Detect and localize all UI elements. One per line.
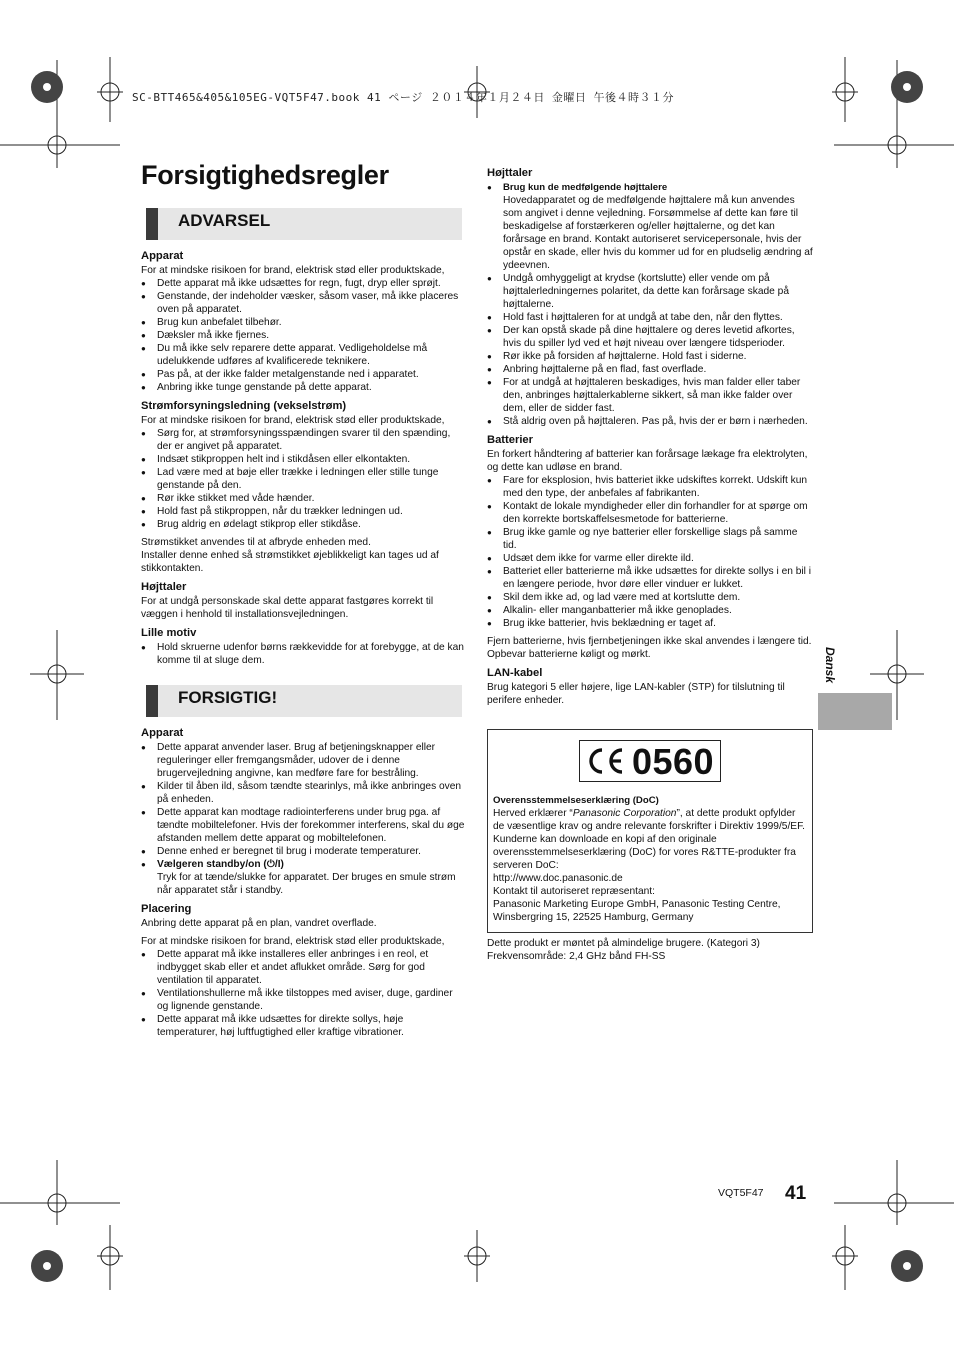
advarsel-heading: ADVARSEL [178,211,271,230]
language-tab [818,693,892,730]
list-item: ● Rør ikke på forsiden af højttalerne. Hold fast i siderne. [487,350,813,363]
list-item: ● Anbring højttalerne på en flad, fast overflade. [487,363,813,376]
doc-line: Kunderne kan downloade en kopi af den originale overensstemmelseserklæring (DoC) for vores R&TTE-produkter fra serveren DoC: [493,834,796,871]
section-title: Placering [141,903,192,915]
list-item: ● Stå aldrig oven på højttaleren. Pas på, hvis der er børn i nærheden. [487,415,813,428]
list-item: ● Rør ikke stikket med våde hænder. [141,492,466,505]
language-label: Dansk [823,646,838,684]
list-item: ● Kontakt de lokale myndigheder eller din forhandler for at spørge om den korrekte bortskaffelsesmetode for batterierne. [487,500,813,526]
list-item: ● Ventilationshullerne må ikke tilstoppes med aviser, duge, gardiner og lignende genstande. [141,987,466,1013]
section-title: LAN-kabel [487,667,543,679]
list-item: ● Dette apparat må ikke installeres eller anbringes i en reol, et indbygget skab eller et andet aflukket område. Sørg for god ventilation til apparatet. [141,948,466,987]
list-item: ● Alkalin- eller manganbatterier må ikke genoplades. [487,604,813,617]
list-item: ● Indsæt stikproppen helt ind i stikdåsen eller elkontakten. [141,453,466,466]
intro-text: En forkert håndtering af batterier kan forårsage lækage fra elektrolyten, og dette kan udløse en brand. [487,449,808,473]
ce-logo-icon [586,746,626,776]
list-item: ● Lad være med at bøje eller trække i ledningen eller stille tunge genstande på den. [141,466,466,492]
company-name: Panasonic Corporation [572,808,677,819]
frequency-text: Frekvensområde: 2,4 GHz bånd FH-SS [487,951,666,962]
list-item: ● Dette apparat kan modtage radiointerferens under brug pga. af tændte mobiltelefoner. Hvis der forekommer interferens, skal du øge afstanden mellem dette apparat og mobiltelefonen. [141,806,466,845]
note-text: Fjern batterierne, hvis fjernbetjeningen ikke skal anvendes i længere tid. Opbevar batterierne køligt og mørkt. [487,636,812,660]
section-title: Højttaler [487,167,533,179]
note-text: Installer denne enhed så strømstikket øjeblikkeligt kan tages ud af stikkontakten. [141,550,439,574]
item-text: Hovedapparatet og de medfølgende højttalere må kun anvendes som angivet i denne vejledning. Forsømmelse af dette kan føre til beskadigelse af forstærkeren og/eller højttalerne, og det kan forårsage en brand. Kontakt autoriseret servicepersonale, hvis der opstår en skade, eller hvis du kommer ud for en pludselig ændring af ydeevnen. [503,195,813,271]
banner-bar [146,685,158,717]
right-column [487,167,813,963]
section-title: Apparat [141,250,184,262]
list-item: ● Dæksler må ikke fjernes. [141,329,466,342]
list-item: ● Dette apparat må ikke udsættes for regn, fugt, dryp eller sprøjt. [141,277,466,290]
doc-declaration-box [487,729,813,933]
list-item: ● Brug ikke batterier, hvis beklædning er taget af. [487,617,813,630]
bullet-list [141,641,466,667]
left-column [141,205,466,1039]
list-item: ● Du må ikke selv reparere dette apparat. Vedligeholdelse må udelukkende udføres af kvalificerede teknikere. [141,342,466,368]
page-number: 41 [785,1183,807,1204]
list-item [141,858,466,897]
print-header: SC-BTT465&405&105EG-VQT5F47.book 41 ページ ２０１４年１月２４日 金曜日 午後４時３１分 [132,91,675,104]
doc-url: http://www.doc.panasonic.de [493,873,623,884]
bullet-list [141,277,466,394]
section-title: Apparat [141,727,184,739]
banner-bar [146,208,158,240]
doc-text: ”, at dette produkt opfylder de væsentlige krav og andre relevante forskrifter i Direktiv 1999/5/EF. [493,808,805,832]
standby-text: Tryk for at tænde/slukke for apparatet. Der bruges en smule strøm når apparatet står i standby. [157,872,456,896]
list-item: ● Anbring ikke tunge genstande på dette apparat. [141,381,466,394]
list-item: ● Hold fast i højttaleren for at undgå at tabe den, når den flyttes. [487,311,813,324]
bullet-list [141,948,466,1039]
list-item: ● Dette apparat må ikke udsættes for direkte sollys, høje temperaturer, høj luftfugtighed eller kraftige vibrationer. [141,1013,466,1039]
list-item: ● Dette apparat anvender laser. Brug af betjeningsknapper eller reguleringer eller fremgangsmåder, udover de i denne brugervejledning angivne, kan medføre fare for bestråling. [141,741,466,780]
list-item: ● Hold skruerne udenfor børns rækkevidde for at forebygge, at de kan komme til at sluge dem. [141,641,466,667]
ce-mark [579,740,721,782]
list-item: ● Sørg for, at strømforsyningsspændingen svarer til den spænding, der er angivet på apparatet. [141,427,466,453]
advarsel-banner [146,208,462,240]
page-title: Forsigtighedsregler [141,160,389,190]
section-title: Højttaler [141,581,187,593]
doc-line: Kontakt til autoriseret repræsentant: [493,886,655,897]
doc-text: Herved erklærer “ [493,808,573,819]
list-item [487,181,813,272]
list-item: ● Kilder til åben ild, såsom tændte stearinlys, må ikke anbringes oven på enheden. [141,780,466,806]
doc-line: Panasonic Marketing Europe GmbH, Panasonic Testing Centre, Winsbergring 15, 22525 Hamburg, Germany [493,899,781,923]
section-title: Lille motiv [141,627,197,639]
list-item: ● Skil dem ikke ad, og lad være med at kortslutte dem. [487,591,813,604]
standby-label: Vælgeren standby/on (⏻/I) [157,859,284,870]
list-item: ● Brug aldrig en ødelagt stikprop eller stikdåse. [141,518,466,531]
list-item: ● Brug kun anbefalet tilbehør. [141,316,466,329]
ce-number: 0560 [631,740,715,782]
list-item: ● Brug ikke gamle og nye batterier eller forskellige slags på samme tid. [487,526,813,552]
doc-title: Overensstemmelseserklæring (DoC) [493,795,659,806]
body-text: Anbring dette apparat på en plan, vandret overflade. [141,918,377,929]
intro-text: For at mindske risikoen for brand, elektrisk stød eller produktskade, [141,415,445,426]
section-title: Batterier [487,434,534,446]
section-title: Strømforsyningsledning (vekselstrøm) [141,400,347,412]
list-item: ● Denne enhed er beregnet til brug i moderate temperaturer. [141,845,466,858]
bullet-list [487,181,813,428]
list-item: ● Batteriet eller batterierne må ikke udsættes for direkte sollys i en bil i en længere periode, hvor døre eller vinduer er lukket. [487,565,813,591]
list-item: ● Der kan opstå skade på dine højttalere og deres levetid afkortes, hvis du spiller lyd ved et højt niveau over længere tidsperioder. [487,324,813,350]
note-text: Strømstikket anvendes til at afbryde enheden med. [141,537,371,548]
bullet-list [487,474,813,630]
list-item: ● Genstande, der indeholder væsker, såsom vaser, må ikke placeres oven på apparatet. [141,290,466,316]
bullet-list [141,741,466,897]
intro-text: For at mindske risikoen for brand, elektrisk stød eller produktskade, [141,936,445,947]
forsigtig-heading: FORSIGTIG! [178,688,278,707]
body-text: Brug kategori 5 eller højere, lige LAN-kabler (STP) for tilslutning til perifere enheder. [487,682,785,706]
bullet-list [141,427,466,531]
list-item: ● Udsæt dem ikke for varme eller direkte ild. [487,552,813,565]
list-item: ● Hold fast på stikproppen, når du trækker ledningen ud. [141,505,466,518]
list-item: ● Fare for eksplosion, hvis batteriet ikke udskiftes korrekt. Udskift kun med den type, der anbefales af fabrikanten. [487,474,813,500]
list-item: ● Undgå omhyggeligt at krydse (kortslutte) eller vende om på højttalerledningernes polaritet, da dette kan forårsage skade på højttalerne. [487,272,813,311]
forsigtig-banner [146,685,462,717]
bold-item: Brug kun de medfølgende højttalere [503,182,668,193]
body-text: For at undgå personskade skal dette apparat fastgøres korrekt til væggen i henhold til installationsvejledningen. [141,596,434,620]
intro-text: For at mindske risikoen for brand, elektrisk stød eller produktskade, [141,265,445,276]
list-item: ● Pas på, at der ikke falder metalgenstande ned i apparatet. [141,368,466,381]
list-item: ● For at undgå at højttaleren beskadiges, hvis man falder eller taber den, anbringes højttalerkablerne sikkert, så man ikke falder over dem, eller de sidder fast. [487,376,813,415]
doc-line [493,807,807,833]
category-text: Dette produkt er møntet på almindelige brugere. (Kategori 3) [487,938,760,949]
doc-code: VQT5F47 [718,1187,764,1199]
